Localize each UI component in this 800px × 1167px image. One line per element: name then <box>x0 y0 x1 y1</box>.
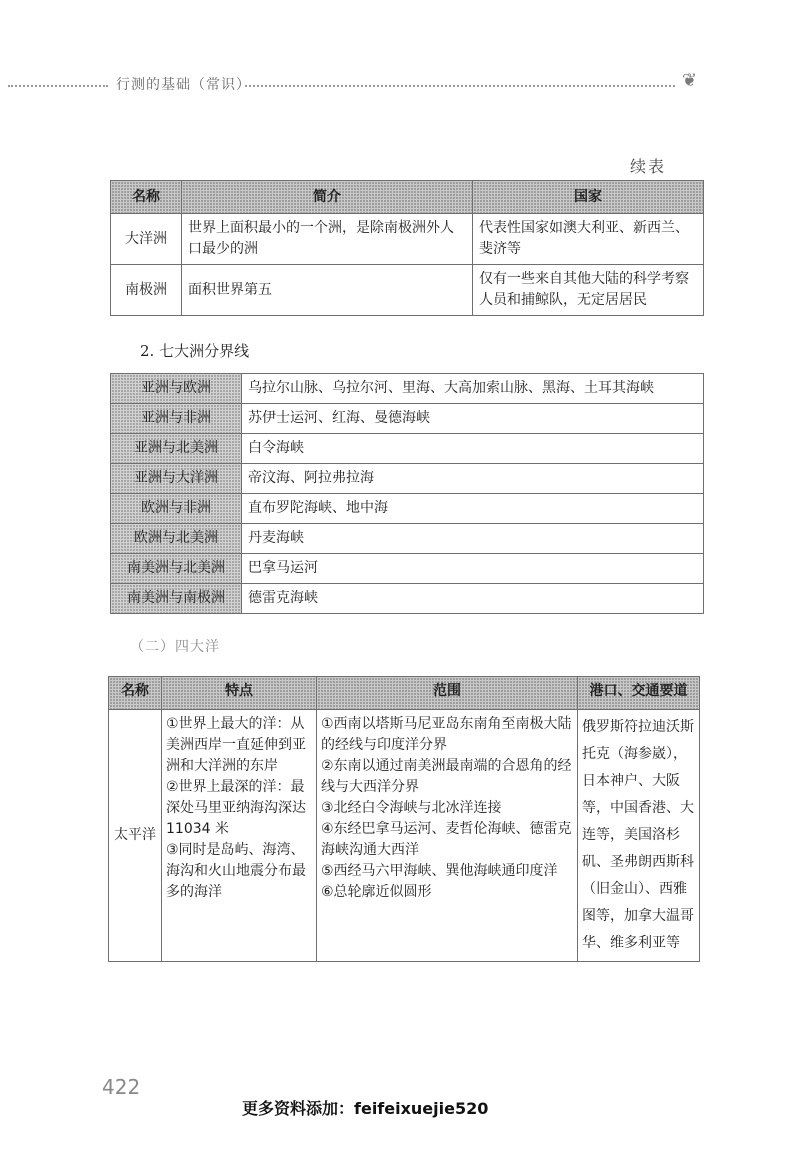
table-header-row <box>111 181 704 214</box>
boundary-line: 苏伊士运河、红海、曼德海峡 <box>242 404 704 434</box>
table-row <box>111 374 704 404</box>
range-item: ②东南以通过南美洲最南端的合恩角的经线与大西洋分界 <box>321 758 572 795</box>
header-cell-range: 范围 <box>317 677 578 710</box>
page-number: 422 <box>102 1075 141 1099</box>
boundary-pair: 欧洲与北美洲 <box>111 524 242 554</box>
table-row <box>111 434 704 464</box>
table-row <box>111 214 704 265</box>
header-cell-name: 名称 <box>111 181 182 214</box>
boundary-pair: 南美洲与南极洲 <box>111 584 242 614</box>
ocean-name: 太平洋 <box>109 710 162 962</box>
table-row <box>111 464 704 494</box>
continent-intro: 世界上面积最小的一个洲，是除南极洲外人口最少的洲 <box>182 214 473 265</box>
header-dotted-rule-left <box>8 85 108 87</box>
header-title: 行测的基础（常识） <box>116 77 251 93</box>
range-item: ①西南以塔斯马尼亚岛东南角至南极大陆的经线与印度洋分界 <box>321 716 572 753</box>
range-item: ⑤西经马六甲海峡、巽他海峡通印度洋 <box>321 863 558 879</box>
ocean-ports: 俄罗斯符拉迪沃斯托克（海参崴），日本神户、大阪等，中国香港、大连等，美国洛杉矶、圣弗朗西斯科（旧金山）、西雅图等，加拿大温哥华、维多利亚等 <box>578 710 700 962</box>
boundary-line: 直布罗陀海峡、地中海 <box>242 494 704 524</box>
footer-advertisement: 更多资料添加：feifeixuejie520 <box>242 1099 489 1118</box>
range-item: ③北经白令海峡与北冰洋连接 <box>321 800 502 816</box>
continent-name: 大洋洲 <box>111 214 182 265</box>
feature-item: ③同时是岛屿、海湾、海沟和火山地震分布最多的海洋 <box>166 842 306 900</box>
boundary-pair: 亚洲与大洋洲 <box>111 464 242 494</box>
header-cell-name: 名称 <box>109 677 162 710</box>
boundary-line: 巴拿马运河 <box>242 554 704 584</box>
feature-item: ①世界上最大的洋：从美洲西岸一直延伸到亚洲和大洋洲的东岸 <box>166 716 306 774</box>
continent-countries: 仅有一些来自其他大陆的科学考察人员和捕鲸队，无定居居民 <box>473 265 704 316</box>
table-row <box>111 265 704 316</box>
range-item: ④东经巴拿马运河、麦哲伦海峡、德雷克海峡沟通大西洋 <box>321 821 572 858</box>
continent-intro: 面积世界第五 <box>182 265 473 316</box>
table-header-row <box>109 677 700 710</box>
boundary-pair: 亚洲与非洲 <box>111 404 242 434</box>
table-row <box>111 404 704 434</box>
feature-item: ②世界上最深的洋：最深处马里亚纳海沟深达 11034 米 <box>166 779 306 837</box>
table-row <box>111 494 704 524</box>
header-dotted-rule-right <box>245 85 675 87</box>
ocean-range <box>317 710 578 962</box>
section-title-oceans: （二）四大洋 <box>130 639 220 655</box>
table-row <box>111 524 704 554</box>
page-header <box>0 70 800 100</box>
continent-countries: 代表性国家如澳大利亚、新西兰、斐济等 <box>473 214 704 265</box>
boundary-line: 乌拉尔山脉、乌拉尔河、里海、大高加索山脉、黑海、土耳其海峡 <box>242 374 704 404</box>
ocean-features <box>162 710 317 962</box>
boundary-line: 帝汶海、阿拉弗拉海 <box>242 464 704 494</box>
boundary-pair: 欧洲与非洲 <box>111 494 242 524</box>
sprout-icon: ❦ <box>682 70 698 91</box>
header-cell-intro: 简介 <box>182 181 473 214</box>
continents-table <box>110 180 704 316</box>
boundary-line: 白令海峡 <box>242 434 704 464</box>
boundary-line: 丹麦海峡 <box>242 524 704 554</box>
continued-label: 续表 <box>630 157 667 176</box>
boundary-pair: 南美洲与北美洲 <box>111 554 242 584</box>
boundary-pair: 亚洲与北美洲 <box>111 434 242 464</box>
table-row <box>109 710 700 962</box>
boundaries-table <box>110 373 704 614</box>
table-row <box>111 584 704 614</box>
header-cell-ports: 港口、交通要道 <box>578 677 700 710</box>
continent-name: 南极洲 <box>111 265 182 316</box>
header-cell-features: 特点 <box>162 677 317 710</box>
boundary-pair: 亚洲与欧洲 <box>111 374 242 404</box>
table-row <box>111 554 704 584</box>
boundary-line: 德雷克海峡 <box>242 584 704 614</box>
oceans-table <box>108 676 700 962</box>
header-cell-countries: 国家 <box>473 181 704 214</box>
range-item: ⑥总轮廓近似圆形 <box>321 884 432 900</box>
section-title-boundaries: 2. 七大洲分界线 <box>140 342 250 360</box>
